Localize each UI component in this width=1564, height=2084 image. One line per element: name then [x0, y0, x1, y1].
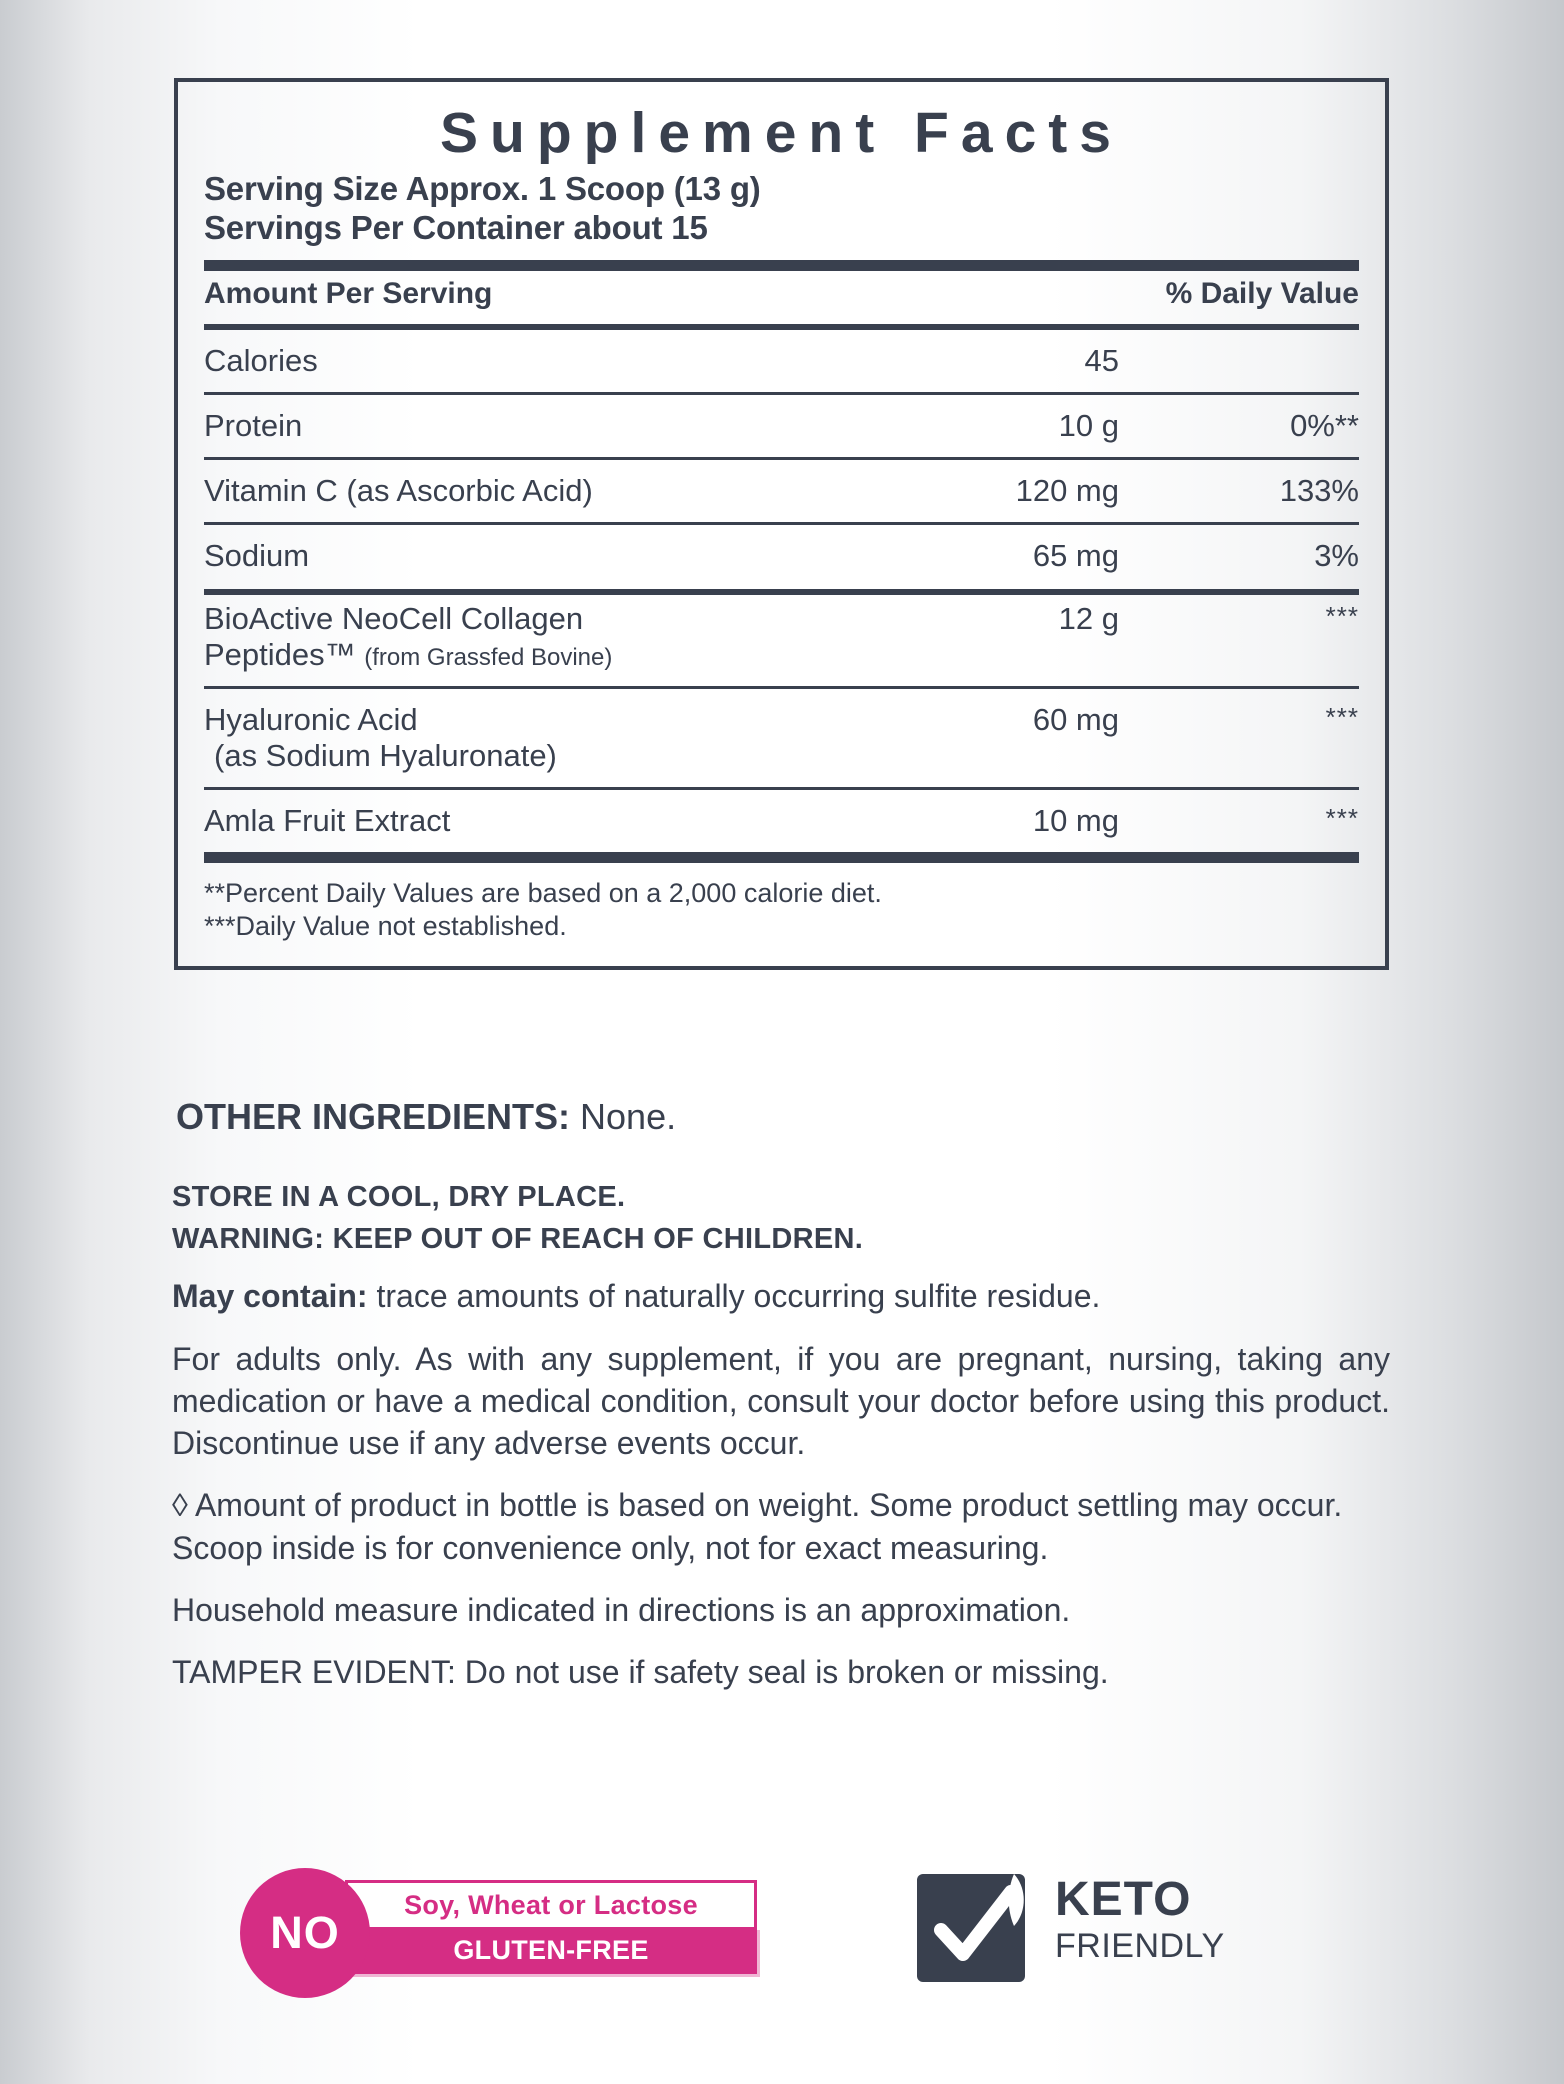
- row-name-note: (from Grassfed Bovine): [364, 643, 613, 671]
- table-header-row: [204, 271, 1359, 318]
- no-badge-line2: GLUTEN-FREE: [345, 1927, 757, 1974]
- serving-size: Serving Size Approx. 1 Scoop (13 g): [204, 169, 761, 207]
- facts-table: [204, 271, 1359, 581]
- table-row: [204, 595, 1359, 680]
- row-amount: 45: [1084, 342, 1119, 378]
- keto-friendly-badge: [915, 1868, 1335, 1998]
- no-badge-line1: Soy, Wheat or Lactose: [345, 1880, 757, 1927]
- table-row: [204, 797, 1359, 846]
- footnotes: [204, 877, 1359, 945]
- row-dv: ***: [1325, 701, 1359, 732]
- may-contain-label: May contain:: [172, 1278, 368, 1315]
- table-row: [204, 696, 1359, 781]
- storage-notice: STORE IN A COOL, DRY PLACE.: [172, 1181, 626, 1213]
- adults-paragraph: For adults only. As with any supplement, if you are pregnant, nursing, taking any medication or have a medical condition, consult your doctor before using this product. Discontinue use if any adverse events occur.: [172, 1340, 1390, 1462]
- row-dv: 3%: [1314, 537, 1359, 573]
- warning-notice: WARNING: KEEP OUT OF REACH OF CHILDREN.: [172, 1223, 864, 1256]
- row-amount: 10 mg: [1032, 802, 1119, 838]
- divider-header: [204, 324, 1359, 330]
- footnote-daily-values: **Percent Daily Values are based on a 2,000 calorie diet.: [204, 877, 882, 908]
- tamper-evident-paragraph: TAMPER EVIDENT: Do not use if safety seal is broken or missing.: [172, 1654, 1109, 1691]
- row-dv: 0%**: [1290, 407, 1359, 443]
- other-ingredients: [176, 1096, 676, 1138]
- notices-block: [172, 1176, 1390, 1693]
- table-row: [204, 337, 1359, 386]
- row-name: Amla Fruit Extract: [204, 802, 451, 838]
- row-name-line2: (as Sodium Hyaluronate): [214, 737, 557, 773]
- row-name: Sodium: [204, 537, 310, 573]
- row-name: Hyaluronic Acid: [204, 701, 418, 737]
- table-row: [204, 467, 1359, 516]
- badges-row: [240, 1868, 1350, 2008]
- row-dv: ***: [1325, 802, 1359, 833]
- footnote-not-established: ***Daily Value not established.: [204, 911, 567, 942]
- may-contain-notice: [172, 1276, 1390, 1318]
- row-name: BioActive NeoCell Collagen: [204, 600, 584, 636]
- no-allergens-badge: [240, 1868, 810, 1998]
- row-name: Calories: [204, 342, 318, 378]
- other-ingredients-value: None.: [580, 1096, 677, 1137]
- keto-label-main: KETO: [1055, 1873, 1192, 1926]
- supplement-facts-panel: [174, 78, 1389, 970]
- row-name-line2: Peptides™: [204, 636, 356, 672]
- divider-thick-top: [204, 260, 1359, 271]
- table-row: [204, 532, 1359, 581]
- no-circle-icon: NO: [240, 1868, 370, 1998]
- facts-table-proprietary: [204, 595, 1359, 846]
- row-dv: 133%: [1279, 472, 1359, 508]
- header-amount-per-serving: Amount Per Serving: [204, 276, 493, 310]
- row-dv: [1129, 337, 1359, 386]
- row-amount: 120 mg: [1015, 472, 1119, 508]
- header-daily-value: % Daily Value: [1165, 276, 1359, 310]
- row-name: Vitamin C (as Ascorbic Acid): [204, 472, 593, 508]
- divider-thick-bottom: [204, 852, 1359, 863]
- household-measure-paragraph: Household measure indicated in directions is an approximation.: [172, 1591, 1071, 1628]
- row-amount: 12 g: [1058, 600, 1119, 636]
- other-ingredients-label: OTHER INGREDIENTS:: [176, 1096, 571, 1137]
- may-contain-text: trace amounts of naturally occurring sulfite residue.: [376, 1278, 1101, 1315]
- row-dv: ***: [1325, 600, 1359, 631]
- row-amount: 10 g: [1058, 407, 1119, 443]
- table-row: [204, 402, 1359, 451]
- keto-label-sub: FRIENDLY: [1055, 1926, 1225, 1965]
- weight-paragraph: ◊ Amount of product in bottle is based on weight. Some product settling may occur. Scoop inside is for convenience only, not for exact measuring.: [172, 1487, 1343, 1566]
- row-amount: 60 mg: [1032, 701, 1119, 737]
- panel-title: Supplement Facts: [440, 101, 1123, 165]
- keto-checkmark-icon: [915, 1868, 1035, 1988]
- row-amount: 65 mg: [1032, 537, 1119, 573]
- servings-per-container: Servings Per Container about 15: [204, 208, 708, 246]
- row-name: Protein: [204, 407, 303, 443]
